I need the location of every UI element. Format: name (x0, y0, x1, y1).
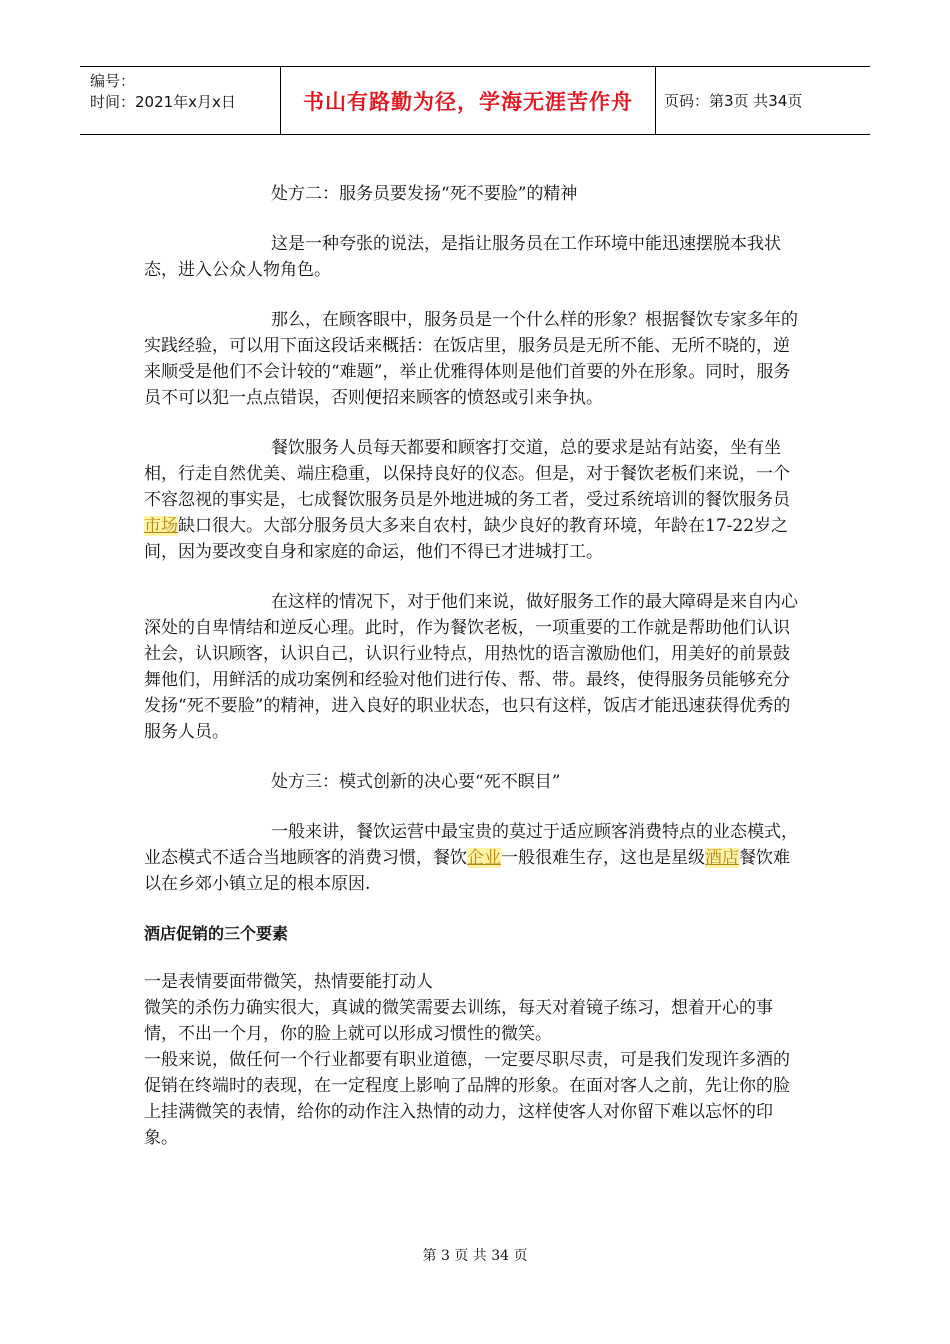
page-footer: 第 3 页 共 34 页 (422, 1248, 528, 1264)
paragraph-text: 餐饮难以在乡郊小镇立足的根本原因. (144, 848, 790, 894)
page-header (80, 66, 870, 135)
paragraph: 微笑的杀伤力确实很大，真诚的微笑需要去训练，每天对着镜子练习，想着开心的事情，不出一个月，你的脸上就可以形成习惯性的微笑。 (144, 998, 773, 1044)
header-motto: 书山有路勤为径，学海无涯苦作舟 (281, 67, 656, 134)
paragraph: 一是表情要面带微笑，热情要能打动人 (144, 972, 433, 992)
paragraph: 在这样的情况下，对于他们来说，做好服务工作的最大障碍是来自内心深处的自卑情结和逆反心理。此时，作为餐饮老板，一项重要的工作就是帮助他们认识社会，认识顾客，认识自己，认识行业特点，用热忱的语言激励他们，用美好的前景鼓舞他们，用鲜活的成功案例和经验对他们进行传、帮、带。最终，使得服务员能够充分发扬“死不要脸”的精神，进入良好的职业状态，也只有这样，饭店才能迅速获得优秀的服务人员。 (144, 592, 798, 742)
paragraph (144, 435, 804, 565)
paragraph-text: 一般很难生存，这也是星级 (501, 848, 705, 868)
enterprise-link[interactable]: 企业 (467, 848, 501, 868)
paragraph: 一般来说，做任何一个行业都要有职业道德，一定要尽职尽责，可是我们发现许多酒的促销在终端时的表现，在一定程度上影响了品牌的形象。在面对客人之前，先让你的脸上挂满微笑的表情，给你的动作注入热情的动力，这样使客人对你留下难以忘怀的印象。 (144, 1050, 790, 1148)
paragraph-text: 一般来讲，餐饮运营中最宝贵的莫过于适应顾客消费特点的业态模式，业态模式不适合当地顾客的消费习惯，餐饮 (144, 822, 798, 868)
paragraph-prescription-three: 处方三：模式创新的决心要“死不瞑目” (271, 772, 561, 792)
document-body (144, 181, 804, 1151)
paragraph (144, 819, 804, 897)
paragraph-text: 餐饮服务人员每天都要和顾客打交道，总的要求是站有站姿，坐有坐相，行走自然优美、端庄稳重，以保持良好的仪态。但是，对于餐饮老板们来说，一个不容忽视的事实是，七成餐饮服务员是外地进城的务工者，受过系统培训的餐饮服务员 (144, 438, 790, 510)
header-left-cell (80, 67, 281, 134)
paragraph-prescription-two: 处方二：服务员要发扬“死不要脸”的精神 (271, 184, 578, 204)
paragraph: 那么，在顾客眼中，服务员是一个什么样的形象？根据餐饮专家多年的实践经验，可以用下面这段话来概括：在饭店里，服务员是无所不能、无所不晓的，逆来顺受是他们不会计较的“难题”，举止优雅得体则是他们首要的外在形象。同时，服务员不可以犯一点点错误，否则便招来顾客的愤怒或引来争执。 (144, 310, 798, 408)
paragraph: 这是一种夸张的说法，是指让服务员在工作环境中能迅速摆脱本我状态，进入公众人物角色。 (144, 234, 781, 280)
paragraph-text: 缺口很大。大部分服务员大多来自农村，缺少良好的教育环境，年龄在17-22岁之间，因为要改变自身和家庭的命运，他们不得已才进城打工。 (144, 516, 789, 562)
date-label: 时间：2021年x月x日 (90, 93, 236, 111)
header-page-info: 页码：第3页 共34页 (664, 92, 803, 110)
serial-label: 编号： (90, 72, 136, 90)
hotel-link[interactable]: 酒店 (705, 848, 739, 868)
market-link[interactable]: 市场 (144, 516, 178, 536)
section-heading: 酒店促销的三个要素 (144, 924, 289, 943)
